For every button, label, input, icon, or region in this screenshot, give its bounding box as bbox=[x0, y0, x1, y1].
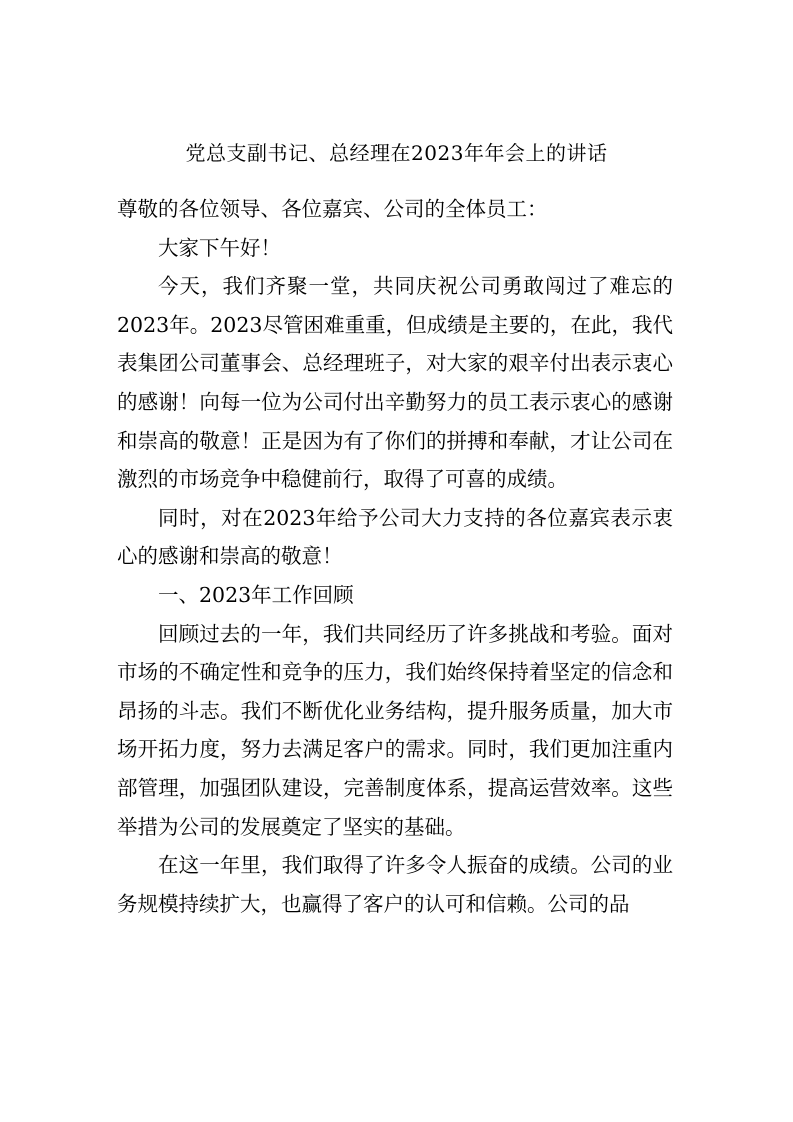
document-body bbox=[117, 190, 673, 923]
thanks-guests-paragraph: 同时，对在2023年给予公司大力支持的各位嘉宾表示衷心的感谢和崇高的敬意！ bbox=[117, 505, 673, 569]
document-title: 党总支副书记、总经理在2023年年会上的讲话 bbox=[185, 141, 608, 165]
salutation-paragraph: 尊敬的各位领导、各位嘉宾、公司的全体员工： bbox=[117, 197, 548, 221]
section-heading: 一、2023年工作回顾 bbox=[158, 582, 354, 607]
greeting-paragraph: 大家下午好！ bbox=[158, 235, 281, 260]
achievements-paragraph: 在这一年里，我们取得了许多令人振奋的成绩。公司的业务规模持续扩大，也赢得了客户的认可和信赖。公司的品 bbox=[117, 853, 673, 916]
opening-paragraph: 今天，我们齐聚一堂，共同庆祝公司勇敢闯过了难忘的2023年。2023尽管困难重重，但成绩是主要的，在此，我代表集团公司董事会、总经理班子，对大家的艰辛付出表示衷心的感谢！向每一位为公司付出辛勤努力的员工表示衷心的感谢和崇高的敬意！正是因为有了你们的拼搏和奉献，才让公司在激烈的市场竞争中稳健前行，取得了可喜的成绩。 bbox=[117, 274, 673, 492]
review-paragraph: 回顾过去的一年，我们共同经历了许多挑战和考验。面对市场的不确定性和竞争的压力，我们始终保持着坚定的信念和昂扬的斗志。我们不断优化业务结构，提升服务质量，加大市场开拓力度，努力去满足客户的需求。同时，我们更加注重内部管理，加强团队建设，完善制度体系，提高运营效率。这些举措为公司的发展奠定了坚实的基础。 bbox=[117, 621, 673, 839]
